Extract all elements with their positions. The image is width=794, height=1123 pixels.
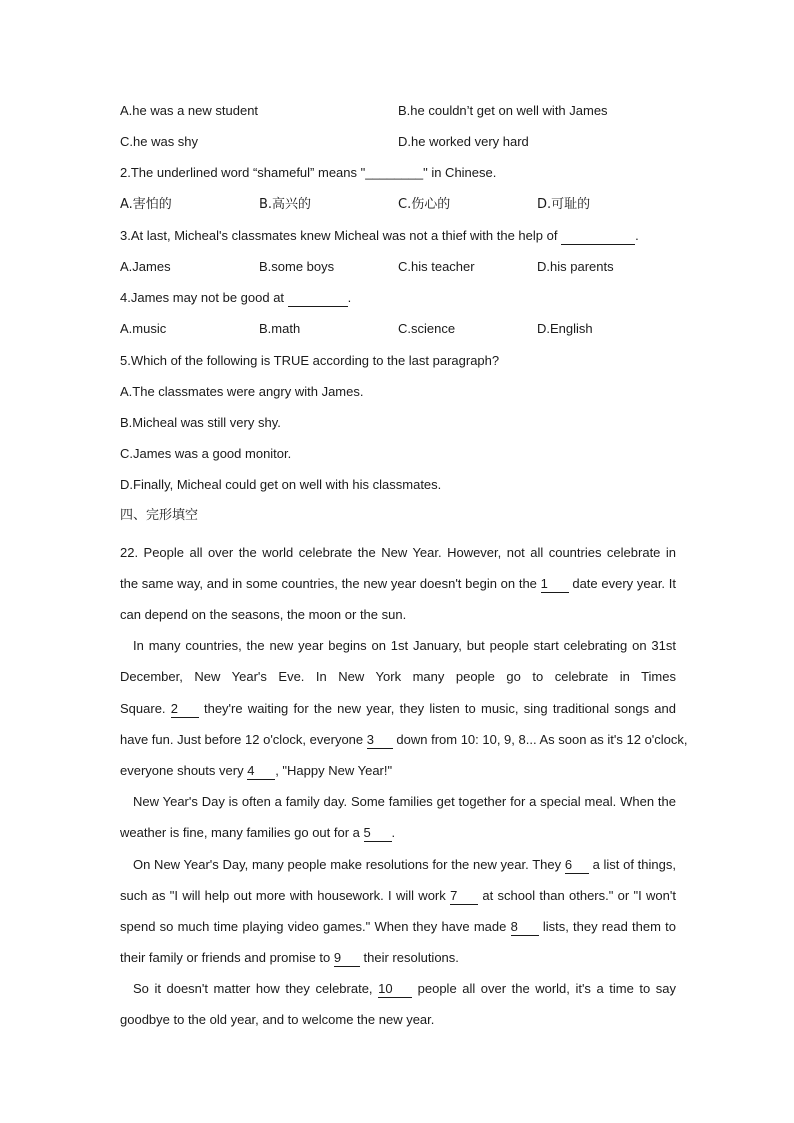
passage-text: weather is fine, many families go out for a xyxy=(120,825,360,841)
passage-line xyxy=(120,817,676,848)
q3-option-a: A.James xyxy=(120,258,171,274)
section-title: 四、完形填空 xyxy=(120,508,199,524)
passage-text: down from 10: 10, 9, 8... As soon as it's 12 o'clock, xyxy=(396,731,688,747)
q2-options xyxy=(120,194,676,225)
passage-text: have fun. Just before 12 o'clock, everyone xyxy=(120,731,364,747)
q4-option-d: D.English xyxy=(537,321,593,337)
passage-text: the same way, and in some countries, the new year doesn't begin on the xyxy=(120,575,537,591)
passage-line xyxy=(120,880,676,911)
q4-stem-end: . xyxy=(347,290,352,306)
blank-5: 5 xyxy=(364,825,392,842)
passage-text: a list of things, xyxy=(592,856,676,872)
q2-option-c: C.伤心的 xyxy=(398,196,451,212)
q4-option-b: B.math xyxy=(259,321,301,337)
q1-option-a: A.he was a new student xyxy=(120,103,259,118)
passage-line: goodbye to the old year, and to welcome the new year. xyxy=(120,1012,435,1028)
passage-line: December, New Year's Eve. In New York many people go to celebrate in Times xyxy=(120,669,676,685)
passage-text: such as "I will help out more with housework. I will work xyxy=(120,887,446,903)
q4-stem xyxy=(120,287,676,318)
passage-line xyxy=(120,693,676,724)
passage-line: New Year's Day is often a family day. Some families get together for a special meal. When the xyxy=(133,794,676,810)
blank-1: 1 xyxy=(541,576,569,593)
q4-option-c: C.science xyxy=(398,321,456,337)
q5-option-d: D.Finally, Micheal could get on well with his classmates. xyxy=(120,477,442,493)
q5-option-b: B.Micheal was still very shy. xyxy=(120,414,281,430)
blank-3: 3 xyxy=(367,732,393,749)
passage-line xyxy=(120,755,676,786)
q2-option-d: D.可耻的 xyxy=(537,196,591,212)
passage-text: everyone shouts very xyxy=(120,762,244,778)
passage-text: they're waiting for the new year, they listen to music, sing traditional songs and xyxy=(203,700,676,716)
q5-stem: 5.Which of the following is TRUE according to the last paragraph? xyxy=(120,352,500,368)
q2-stem-end: " in Chinese. xyxy=(423,165,497,181)
q3-option-b: B.some boys xyxy=(259,258,335,274)
passage-text: their family or friends and promise to xyxy=(120,950,331,966)
q2-stem xyxy=(120,162,676,193)
passage-text: people all over the world, it's a time to say xyxy=(417,981,676,997)
q1-options-row-1 xyxy=(120,100,676,131)
passage-text: . xyxy=(391,825,396,841)
q3-stem-end: . xyxy=(635,227,639,243)
q3-option-d: D.his parents xyxy=(537,258,614,274)
q5-option-c: C.James was a good monitor. xyxy=(120,446,292,462)
passage-text: On New Year's Day, many people make resolutions for the new year. They xyxy=(133,856,562,872)
passage-line: In many countries, the new year begins on 1st January, but people start celebrating on 31st xyxy=(133,638,676,654)
q3-option-c: C.his teacher xyxy=(398,258,475,274)
blank-4: 4 xyxy=(247,763,275,780)
passage-text: their resolutions. xyxy=(363,950,459,966)
passage-text: date every year. It xyxy=(572,575,676,591)
passage-text: So it doesn't matter how they celebrate, xyxy=(133,981,373,997)
passage-line: 22. People all over the world celebrate the New Year. However, not all countries celebrate in xyxy=(120,544,676,560)
q2-option-b: B.高兴的 xyxy=(259,196,312,212)
q3-blank xyxy=(561,228,635,245)
passage-text: lists, they read them to xyxy=(542,918,676,934)
q2-option-a: A.害怕的 xyxy=(120,196,172,212)
passage-line xyxy=(120,568,676,599)
passage-text: spend so much time playing video games." When they have made xyxy=(120,918,507,934)
passage-text: at school than others." or "I won't xyxy=(482,887,676,903)
q4-stem-text: 4.James may not be good at xyxy=(120,290,285,306)
q4-options xyxy=(120,318,676,349)
passage-line: can depend on the seasons, the moon or the sun. xyxy=(120,607,407,622)
q5-option-a: A.The classmates were angry with James. xyxy=(120,383,364,399)
blank-9: 9 xyxy=(334,950,360,967)
q4-blank xyxy=(288,290,348,307)
q2-stem-text: 2.The underlined word “shameful” means " xyxy=(120,165,366,181)
q1-option-b: B.he couldn’t get on well with James xyxy=(398,103,608,118)
blank-10: 10 xyxy=(378,981,412,998)
q1-option-d: D.he worked very hard xyxy=(398,134,529,150)
q3-stem-text: 3.At last, Micheal's classmates knew Micheal was not a thief with the help of xyxy=(120,227,558,243)
passage-line xyxy=(120,724,688,755)
document-page xyxy=(120,100,688,1036)
passage-line xyxy=(120,942,676,973)
passage-text: , "Happy New Year!" xyxy=(275,762,393,778)
passage-line xyxy=(120,911,676,942)
q1-option-c: C.he was shy xyxy=(120,134,199,150)
q4-option-a: A.music xyxy=(120,321,167,337)
blank-2: 2 xyxy=(171,701,199,718)
passage-text: Square. xyxy=(120,700,166,716)
blank-6: 6 xyxy=(565,857,589,874)
blank-7: 7 xyxy=(450,888,478,905)
blank-8: 8 xyxy=(511,919,539,936)
q3-stem xyxy=(120,225,676,256)
q2-blank: ________ xyxy=(365,165,424,181)
passage-line xyxy=(120,973,676,1004)
q1-options-row-2 xyxy=(120,131,676,162)
q3-options xyxy=(120,256,676,287)
passage-line xyxy=(120,849,676,880)
